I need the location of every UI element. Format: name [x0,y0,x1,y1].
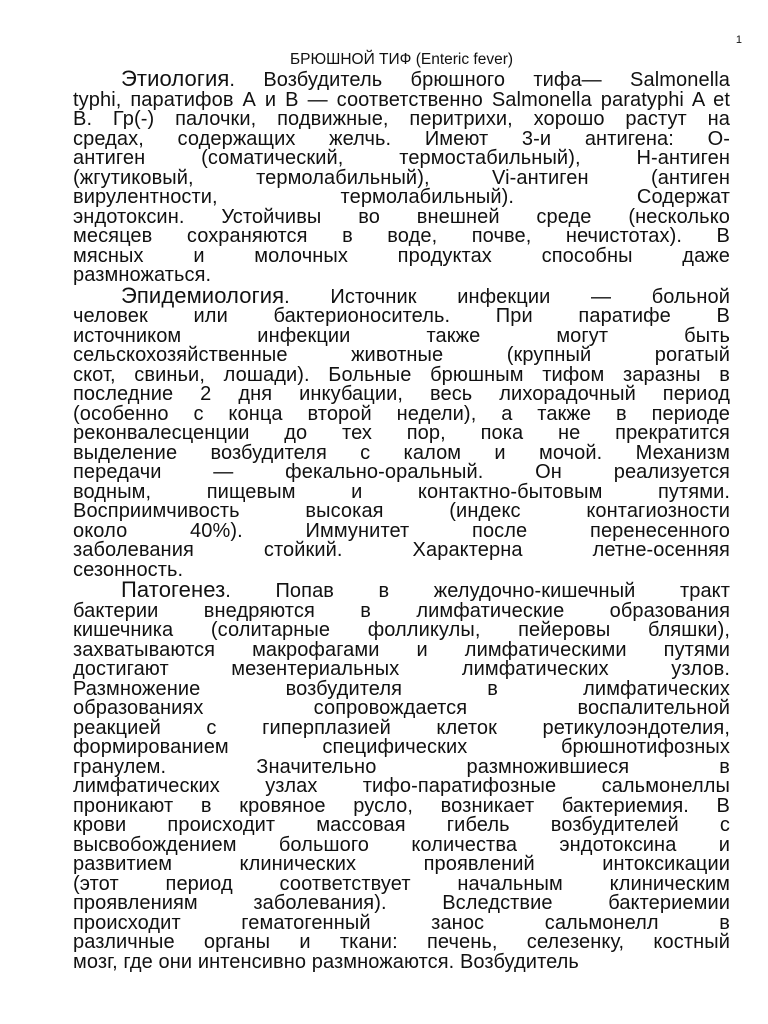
etiology-line: typhi, паратифов А и В — соответственно Salmonella paratyphi A et [73,88,730,111]
epidemiology-section [73,282,730,581]
epidemiology-line: выделение возбудителя с калом и мочой. Механизм [73,441,730,464]
etiology-heading: Этиология [121,66,230,91]
epidemiology-line: человек или бактерионоситель. При паратифе В [73,305,730,327]
document-body [73,50,730,972]
etiology-line: месяцев сохраняются в воде, почве, нечистотах). В [73,225,730,247]
epidemiology-line: реконвалесценции до тех пор, пока не прекратится [73,422,730,444]
etiology-line: B. Гр(-) палочки, подвижные, перитрихи, хорошо растут на [73,108,730,130]
epidemiology-line: Восприимчивость высокая (индекс контагиозности [73,500,730,522]
epidemiology-line [73,282,730,308]
etiology-line: эндотоксин. Устойчивы во внешней среде (несколько [73,205,730,228]
etiology-line: вирулентности, термолабильный). Содержат [73,186,730,208]
etiology-line-text: . Возбудитель брюшного тифа— Salmonella [229,69,730,91]
pathogenesis-line: формированием специфических брюшнотифозных [73,736,730,758]
etiology-line [73,66,730,91]
etiology-line: (жгутиковый, термолабильный), Vi-антиген (антиген [73,166,730,189]
epidemiology-line: около 40%). Иммунитет после перенесенного [73,519,730,542]
pathogenesis-line: гранулем. Значительно размножившиеся в [73,755,730,778]
pathogenesis-line-text: . Попав в желудочно-кишечный тракт [225,580,730,602]
pathogenesis-line: достигают мезентериальных лимфатических узлов. [73,658,730,680]
etiology-line: антиген (соматический, термостабильный), Н-антиген [73,147,730,169]
pathogenesis-line: мозг, где они интенсивно размножаются. Возбудитель [73,950,579,973]
pathogenesis-line: (этот период соответствует начальным клиническим [73,872,730,895]
etiology-line: мясных и молочных продуктах способны даже [73,244,730,267]
epidemiology-line: (особенно с конца второй недели), а также в периоде [73,402,730,425]
pathogenesis-line: развитием клинических проявлений интоксикации [73,853,730,875]
pathogenesis-line: лимфатических узлах тифо-паратифозные сальмонеллы [73,775,730,797]
pathogenesis-line: бактерии внедряются в лимфатические образования [73,599,730,622]
pathogenesis-line: реакцией с гиперплазией клеток ретикулоэндотелия, [73,716,730,739]
pathogenesis-line: захватываются макрофагами и лимфатическими путями [73,638,730,661]
pathogenesis-line: образованиях сопровождается воспалительной [73,697,730,719]
epidemiology-line: заболевания стойкий. Характерна летне-осенняя [73,539,730,561]
etiology-section [73,66,730,286]
epidemiology-line: передачи — фекально-оральный. Он реализуется [73,461,730,483]
pathogenesis-line: различные органы и ткани: печень, селезенку, костный [73,931,730,953]
epidemiology-line: последние 2 дня инкубации, весь лихорадочный период [73,383,730,405]
pathogenesis-line: проявлениям заболевания). Вследствие бактериемии [73,892,730,914]
epidemiology-line: сельскохозяйственные животные (крупный рогатый [73,344,730,366]
pathogenesis-section [73,577,730,973]
epidemiology-line: скот, свиньи, лошади). Больные брюшным тифом заразны в [73,363,730,386]
epidemiology-line-text: . Источник инфекции — больной [284,285,730,308]
pathogenesis-line: проникают в кровяное русло, возникает бактериемия. В [73,794,730,817]
pathogenesis-line [73,577,730,602]
pathogenesis-line: происходит гематогенный занос сальмонелл в [73,911,730,934]
document-title: БРЮШНОЙ ТИФ (Enteric fever) [289,51,514,68]
pathogenesis-heading: Патогенез [121,577,226,602]
epidemiology-line: сезонность. [73,558,184,581]
pathogenesis-line: Размножение возбудителя в лимфатических [73,677,730,700]
pathogenesis-line: высвобождением большого количества эндотоксина и [73,833,730,856]
etiology-line: размножаться. [73,264,212,286]
etiology-line: средах, содержащих желчь. Имеют 3-и антигена: О- [73,127,730,150]
epidemiology-heading: Эпидемиология [121,282,285,308]
epidemiology-line: водным, пищевым и контактно-бытовым путями. [73,480,730,503]
pathogenesis-line: кишечника (солитарные фолликулы, пейеровы бляшки), [73,619,730,641]
pathogenesis-line: крови происходит массовая гибель возбудителей с [73,814,730,836]
epidemiology-line: источником инфекции также могут быть [73,324,730,347]
page-number: 1 [735,34,742,46]
